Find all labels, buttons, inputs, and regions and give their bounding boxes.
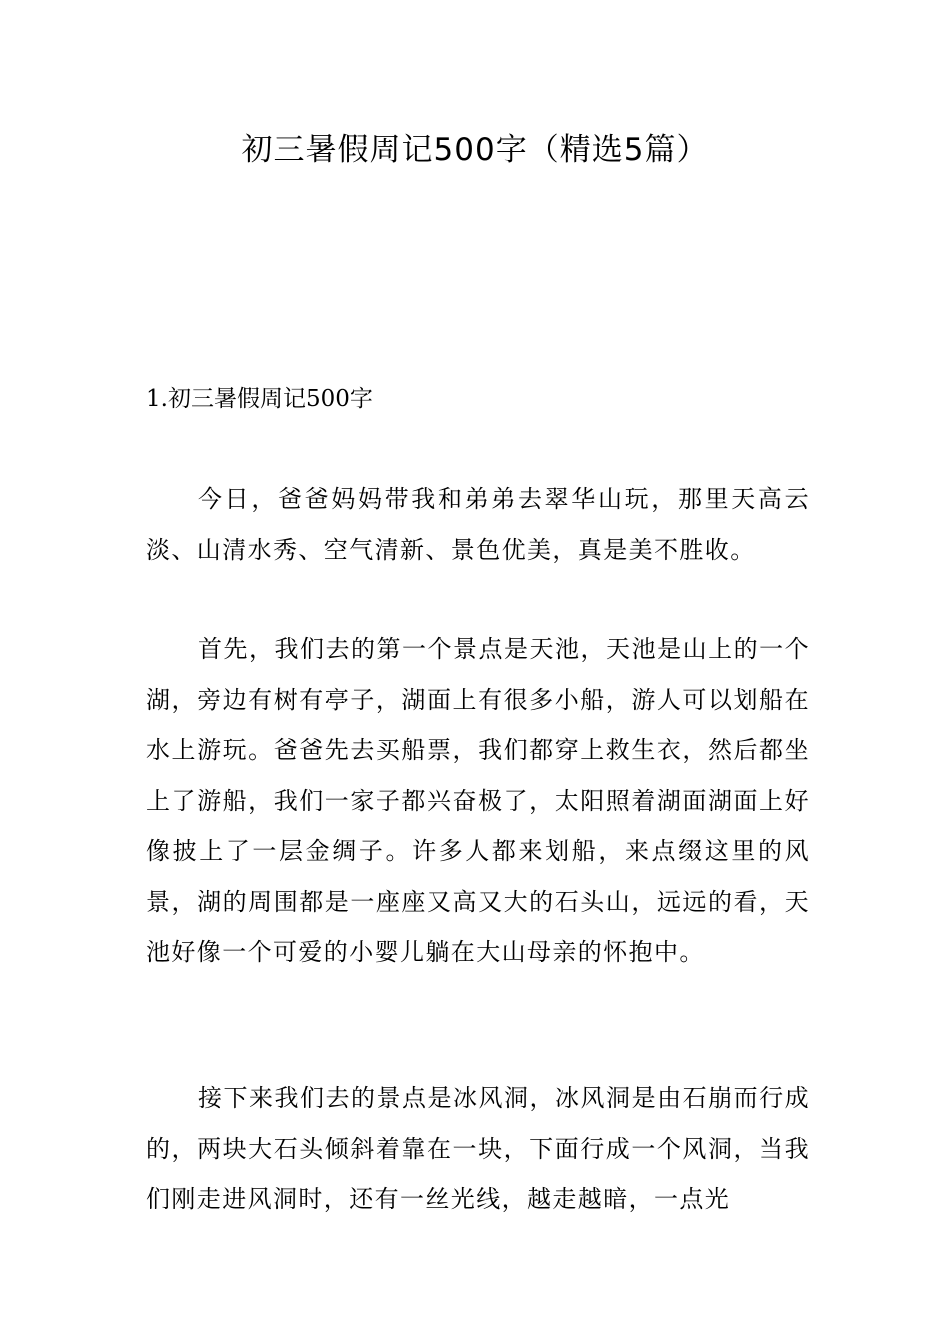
- section-heading: 1.初三暑假周记500字: [146, 386, 373, 412]
- paragraph-1: 今日，爸爸妈妈带我和弟弟去翠华山玩，那里天高云淡、山清水秀、空气清新、景色优美，真是美不胜收。: [146, 485, 810, 564]
- paragraph-2: 首先，我们去的第一个景点是天池，天池是山上的一个湖，旁边有树有亭子，湖面上有很多小船，游人可以划船在水上游玩。爸爸先去买船票，我们都穿上救生衣，然后都坐上了游船，我们一家子都兴奋极了，太阳照着湖面湖面上好像披上了一层金绸子。许多人都来划船，来点缀这里的风景，湖的周围都是一座座又高又大的石头山，远远的看，天池好像一个可爱的小婴儿躺在大山母亲的怀抱中。: [146, 635, 810, 966]
- paragraph-3: 接下来我们去的景点是冰风洞，冰风洞是由石崩而行成的，两块大石头倾斜着靠在一块，下面行成一个风洞，当我们刚走进风洞时，还有一丝光线，越走越暗，一点光: [146, 1084, 810, 1213]
- document-title: 初三暑假周记500字（精选5篇）: [241, 132, 709, 168]
